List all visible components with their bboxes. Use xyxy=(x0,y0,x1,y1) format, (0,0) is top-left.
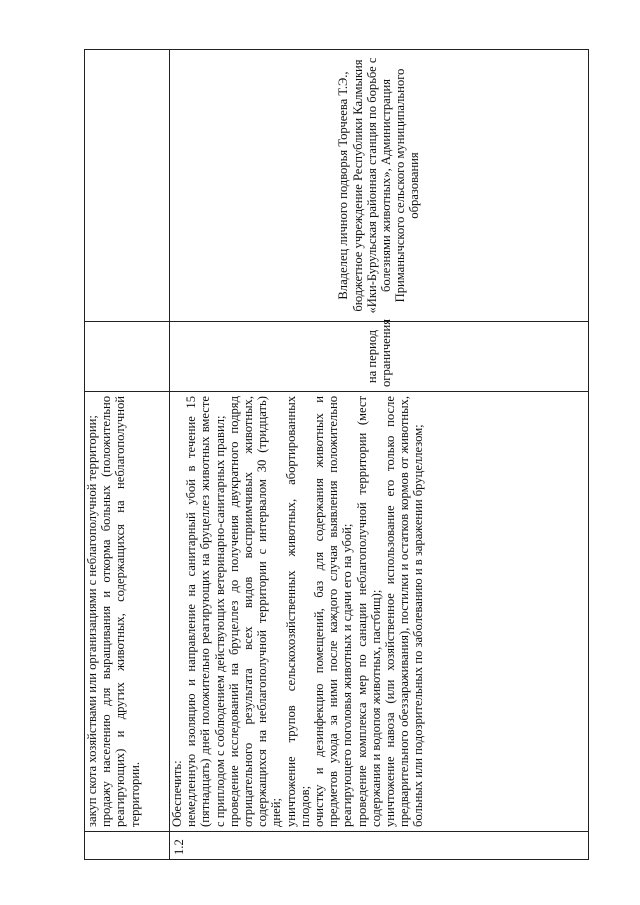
text-line: проведение исследований на бруцеллез до получения двукратного подряд отрицательного результата всех видов восприимчивых животных, содержащихся на неблагополучной территории с интервалом 30 (тридцать) дней; xyxy=(226,396,284,827)
table-row-previous xyxy=(85,50,170,860)
text-line: очистку и дезинфекцию помещений, баз для содержания животных и предметов ухода за ними после каждого случая выявления положительно реагирующего поголовья животных и сдачи его на убой; xyxy=(312,396,355,827)
row-number-cell: 1.2 xyxy=(170,832,589,860)
text-line: продажу населению для выращивания и откорма больных (положительно реагирующих) и других животных, содержащихся на неблагополучной территории. xyxy=(99,396,142,827)
term-cell-empty xyxy=(85,322,170,392)
text-line: уничтожение трупов сельскохозяйственных животных, абортированных плодов; xyxy=(283,396,312,827)
row-number-cell-empty xyxy=(85,832,170,860)
measure-text-cell xyxy=(170,392,589,832)
text-line: уничтожение навоза (или хозяйственное использование его только после предварительного обеззараживания), постилки и остатков кормов от животных, больных или подозрительных по заболеванию и в заражении бруцеллезом; xyxy=(383,396,426,827)
term-cell: на период ограничения xyxy=(170,322,589,392)
measure-text-cell xyxy=(85,392,170,832)
text-line: Обеспечить: xyxy=(170,760,184,827)
rotated-table-container xyxy=(84,50,589,860)
table-row-1-2 xyxy=(170,50,589,860)
text-line: закуп скота хозяйствами или организациями с неблагополучной территории; xyxy=(85,415,99,827)
text-line: немедленную изоляцию и направление на санитарный убой в течение 15 (пятнадцать) дней положительно реагирующих на бруцеллез животных вместе с приплодом с соблюдением действующих ветеринарно-санитарных правил; xyxy=(184,396,227,827)
measures-table xyxy=(84,49,589,860)
responsible-cell: Владелец личного подворья Торчеева Т.Э., бюджетное учреждение Республики Калмыкия «Ики-Бурульская районная станция по борьбе с болезнями животных», Администрация Приманычского сельского муниципального образования xyxy=(170,50,589,322)
text-line: проведение комплекса мер по санации неблагополучной территории (мест содержания и водопоя животных, пастбищ); xyxy=(354,396,383,827)
responsible-cell-empty xyxy=(85,50,170,322)
